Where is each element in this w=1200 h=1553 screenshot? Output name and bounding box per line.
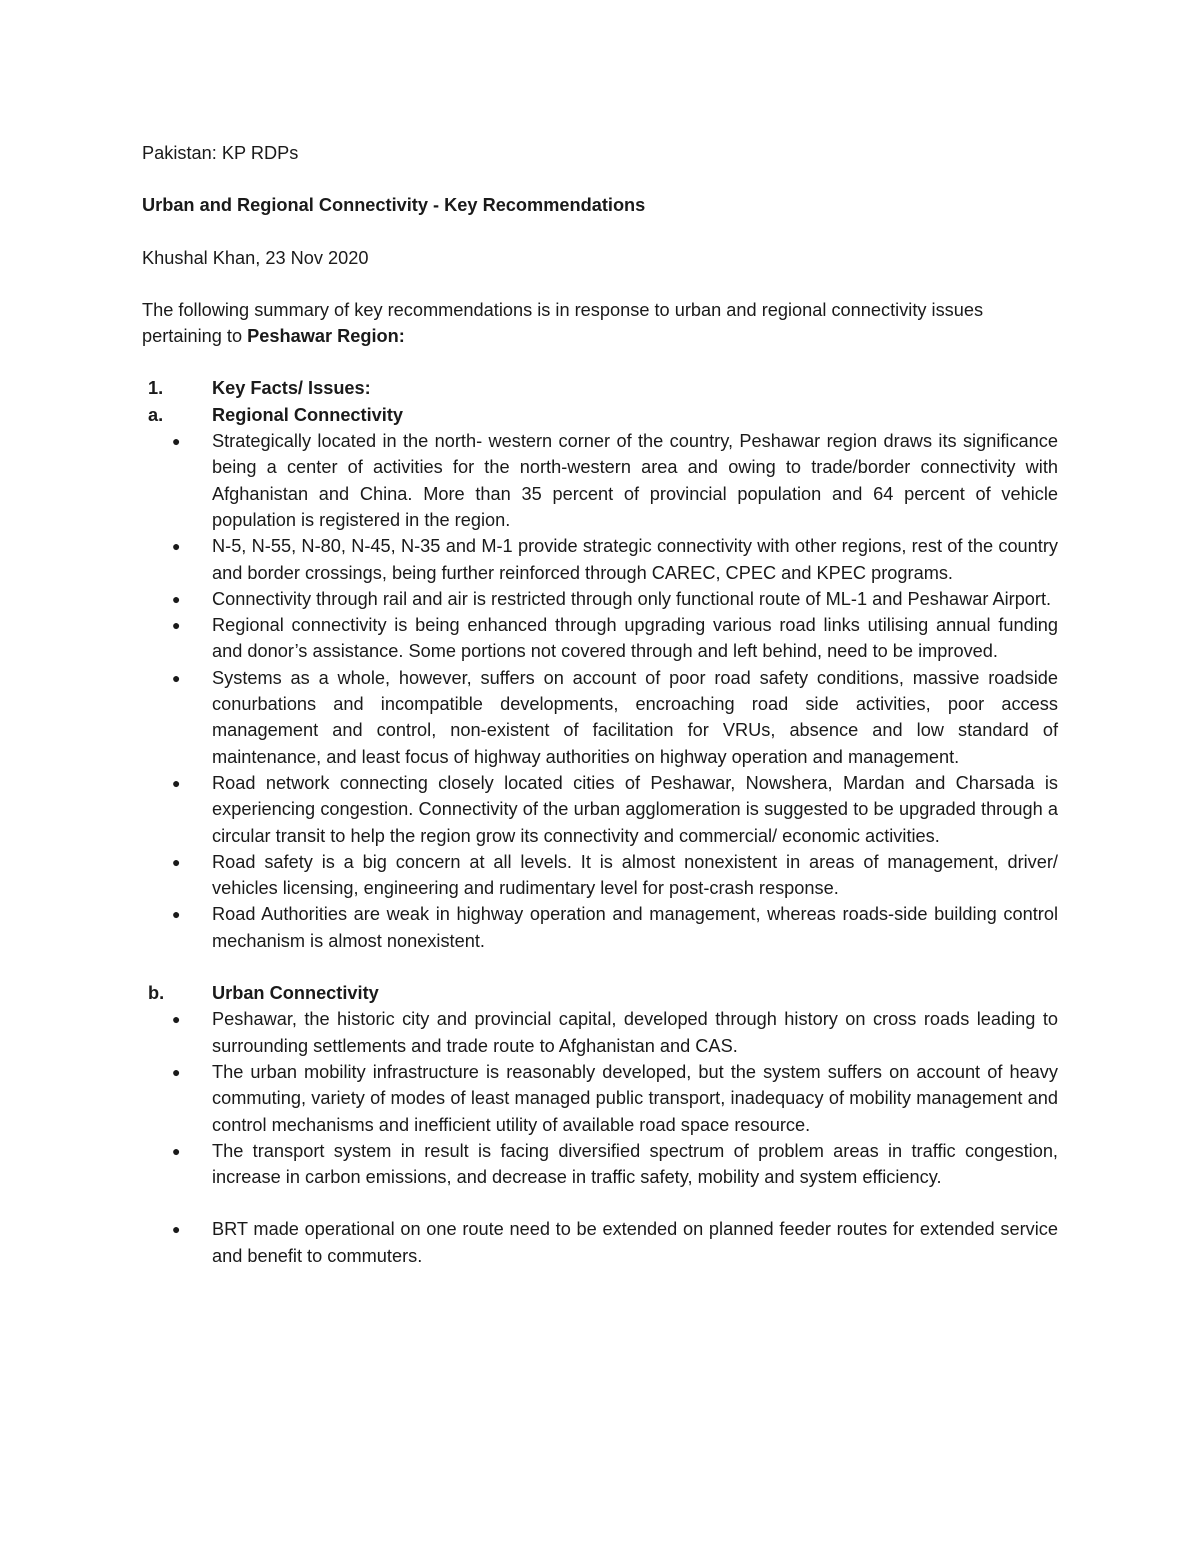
bullet-text: Connectivity through rail and air is restricted through only functional route of ML-1 and Peshawar Airport.: [212, 588, 1052, 609]
bullet-text: Regional connectivity is being enhanced through upgrading various road links utilising annual funding and donor’s assistance. Some portions not covered through and left behind, need to be improved.: [212, 615, 1058, 662]
bullet-text: Systems as a whole, however, suffers on account of poor road safety conditions, massive roadside conurbations and incompatible developments, encroaching road side activities, poor access management and control, non-existent of facilitation for VRUs, absence and low standard of maintenance, and least focus of highway authorities on highway operation and management.: [212, 667, 1058, 767]
section-b-letter: b.: [148, 983, 165, 1004]
section-1-heading: [142, 375, 1058, 401]
list-item: [142, 612, 1058, 665]
bullet-icon: ●: [172, 1142, 181, 1159]
bullet-icon: ●: [172, 669, 181, 686]
bullet-text: Strategically located in the north- western corner of the country, Peshawar region draws its significance being a center of activities for the north-western area and owing to trade/border connectivity with Afghanistan and China. More than 35 percent of provincial population and 64 percent of vehicle population is registered in the region.: [212, 431, 1058, 530]
bullet-text: N-5, N-55, N-80, N-45, N-35 and M-1 provide strategic connectivity with other regions, rest of the country and border crossings, being further reinforced through CAREC, CPEC and KPEC programs.: [212, 536, 1058, 583]
document-title: Pakistan: KP RDPs: [142, 143, 299, 163]
spacer: [142, 954, 1058, 980]
bullet-icon: ●: [172, 1011, 181, 1028]
document-heading: Urban and Regional Connectivity - Key Recommendations: [142, 195, 646, 216]
bullet-text: Road safety is a big concern at all levels. It is almost nonexistent in areas of management, driver/ vehicles licensing, engineering and rudimentary level for post-crash response.: [212, 851, 1058, 899]
list-item: [142, 586, 1058, 612]
list-item: [142, 770, 1058, 849]
list-item: [142, 428, 1058, 533]
author-date: Khushal Khan, 23 Nov 2020: [142, 247, 369, 268]
bullet-icon: ●: [172, 617, 181, 634]
list-item: [142, 1006, 1058, 1059]
bullet-icon: ●: [172, 1063, 181, 1080]
bullet-icon: ●: [172, 774, 181, 791]
section-a-bullet-list: [142, 428, 1058, 954]
intro-paragraph: [142, 297, 1058, 350]
section-1-number: 1.: [148, 378, 164, 399]
list-item: [142, 849, 1058, 902]
section-b-heading: [142, 980, 1058, 1006]
list-item: [142, 901, 1058, 954]
section-a-letter: a.: [148, 404, 164, 425]
section-a-heading: [142, 402, 1058, 428]
bullet-text: Peshawar, the historic city and provincial capital, developed through history on cross roads leading to surrounding settlements and trade route to Afghanistan and CAS.: [212, 1009, 1058, 1056]
list-item: [142, 533, 1058, 586]
bullet-text: Road Authorities are weak in highway operation and management, whereas roads-side building control mechanism is almost nonexistent.: [212, 904, 1058, 951]
list-item: [142, 665, 1058, 770]
bullet-icon: ●: [172, 1221, 181, 1238]
intro-text: The following summary of key recommendations is in response to urban and regional connectivity issues pertaining to: [142, 299, 984, 347]
bullet-icon: ●: [172, 433, 181, 450]
bullet-text: BRT made operational on one route need to be extended on planned feeder routes for extended service and benefit to commuters.: [212, 1219, 1058, 1266]
intro-region: Peshawar Region:: [247, 326, 405, 347]
section-a-label: Regional Connectivity: [212, 404, 403, 425]
bullet-text: The transport system in result is facing diversified spectrum of problem areas in traffic congestion, increase in carbon emissions, and decrease in traffic safety, mobility and system efficiency.: [212, 1140, 1058, 1188]
bullet-icon: ●: [172, 853, 181, 870]
document-body: [142, 140, 1058, 1269]
section-b-label: Urban Connectivity: [212, 983, 379, 1004]
bullet-icon: ●: [172, 906, 181, 923]
section-b-bullet-list-continued: [142, 1216, 1058, 1269]
list-item: [142, 1138, 1058, 1191]
bullet-icon: ●: [172, 538, 181, 555]
bullet-icon: ●: [172, 590, 181, 607]
section-1-label: Key Facts/ Issues:: [212, 378, 371, 399]
bullet-text: The urban mobility infrastructure is reasonably developed, but the system suffers on account of heavy commuting, variety of modes of least managed public transport, inadequacy of mobility management and control mechanisms and inefficient utility of available road space resource.: [212, 1061, 1058, 1135]
bullet-text: Road network connecting closely located cities of Peshawar, Nowshera, Mardan and Charsada is experiencing congestion. Connectivity of the urban agglomeration is suggested to be upgraded through a circular transit to help the region grow its connectivity and commercial/ economic activities.: [212, 772, 1058, 846]
list-item: [142, 1059, 1058, 1138]
section-b-bullet-list: [142, 1006, 1058, 1190]
spacer: [142, 1190, 1058, 1216]
list-item: [142, 1216, 1058, 1269]
